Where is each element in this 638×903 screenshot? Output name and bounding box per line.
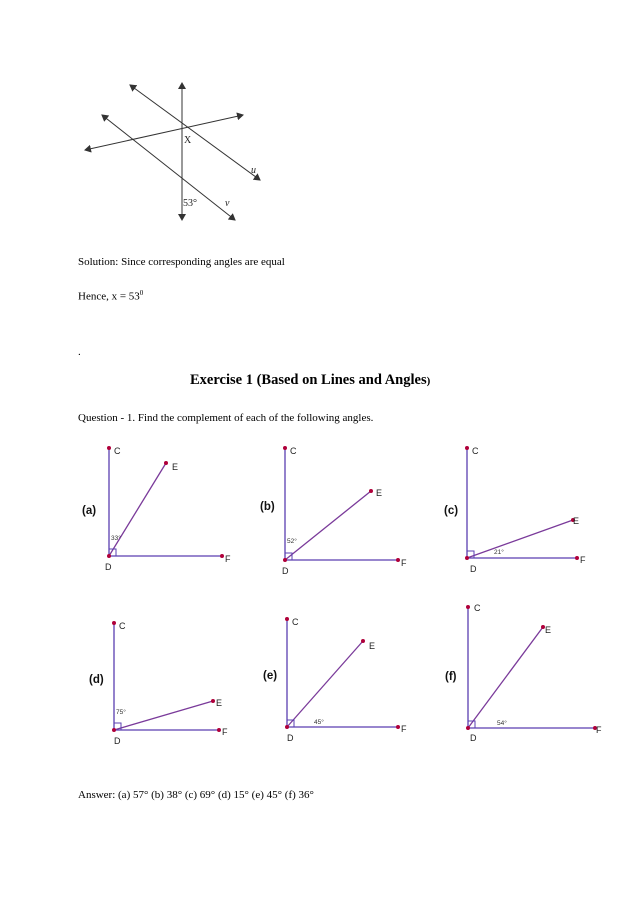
point-c: C: [119, 621, 126, 631]
angle-b: 52°: [287, 538, 297, 545]
point-f: F: [580, 555, 586, 565]
point-c: C: [472, 446, 479, 456]
point-c: C: [290, 446, 297, 456]
degree-superscript: 0: [139, 289, 144, 297]
answer-line: [78, 289, 143, 303]
point-f: F: [401, 724, 407, 734]
dot: .: [78, 346, 81, 358]
solution-line: Solution: Since corresponding angles are equal: [78, 256, 285, 268]
figure-d: [89, 621, 228, 746]
point-d: D: [282, 566, 289, 576]
point-f: F: [222, 727, 228, 737]
point-e: E: [573, 516, 580, 526]
angle-e: 45°: [314, 719, 324, 726]
point-c: C: [292, 617, 299, 627]
point-d: D: [105, 562, 112, 572]
figure-c: [444, 446, 586, 574]
caption-c: (c): [444, 505, 459, 517]
angle-53-label: 53°: [183, 198, 197, 209]
exercise-title-close: ): [426, 375, 431, 387]
answer-text-line: Answer: (a) 57° (b) 38° (c) 69° (d) 15° (e) 45° (f) 36°: [78, 789, 314, 801]
point-f: F: [596, 725, 602, 735]
figure-f: [445, 603, 602, 743]
caption-b: (b): [260, 501, 275, 513]
point-d: D: [470, 564, 477, 574]
angle-c: 21°: [494, 549, 504, 556]
angle-figures: [80, 438, 620, 758]
answer-text: Hence, x = 53: [78, 290, 140, 303]
angle-f: 54°: [497, 720, 507, 727]
figure-e: [263, 617, 407, 743]
point-d: D: [114, 736, 121, 746]
caption-d: (d): [89, 674, 104, 686]
exercise-title-text: Exercise 1 (Based on Lines and Angles: [190, 372, 427, 388]
angle-a: 33°: [111, 535, 121, 542]
line-u-label: u: [251, 165, 256, 176]
point-f: F: [225, 554, 231, 564]
x-label: X: [184, 135, 192, 146]
caption-e: (e): [263, 670, 278, 682]
figure-b: [260, 446, 407, 576]
angle-d: 75°: [116, 709, 126, 716]
point-e: E: [376, 488, 383, 498]
point-c: C: [114, 446, 121, 456]
exercise-title: [190, 372, 430, 389]
line-v-label: v: [225, 198, 230, 209]
caption-f: (f): [445, 671, 457, 683]
point-c: C: [474, 603, 481, 613]
point-f: F: [401, 558, 407, 568]
point-d: D: [287, 733, 294, 743]
question-text: Question - 1. Find the complement of each of the following angles.: [78, 412, 374, 424]
line-u: [130, 85, 260, 180]
caption-a: (a): [82, 505, 97, 517]
parallel-lines-figure: [75, 75, 275, 225]
figure-a: [82, 446, 231, 572]
point-e: E: [216, 698, 223, 708]
point-e: E: [369, 641, 376, 651]
point-e: E: [172, 462, 179, 472]
point-d: D: [470, 733, 477, 743]
line-v: [102, 115, 235, 220]
point-e: E: [545, 625, 552, 635]
